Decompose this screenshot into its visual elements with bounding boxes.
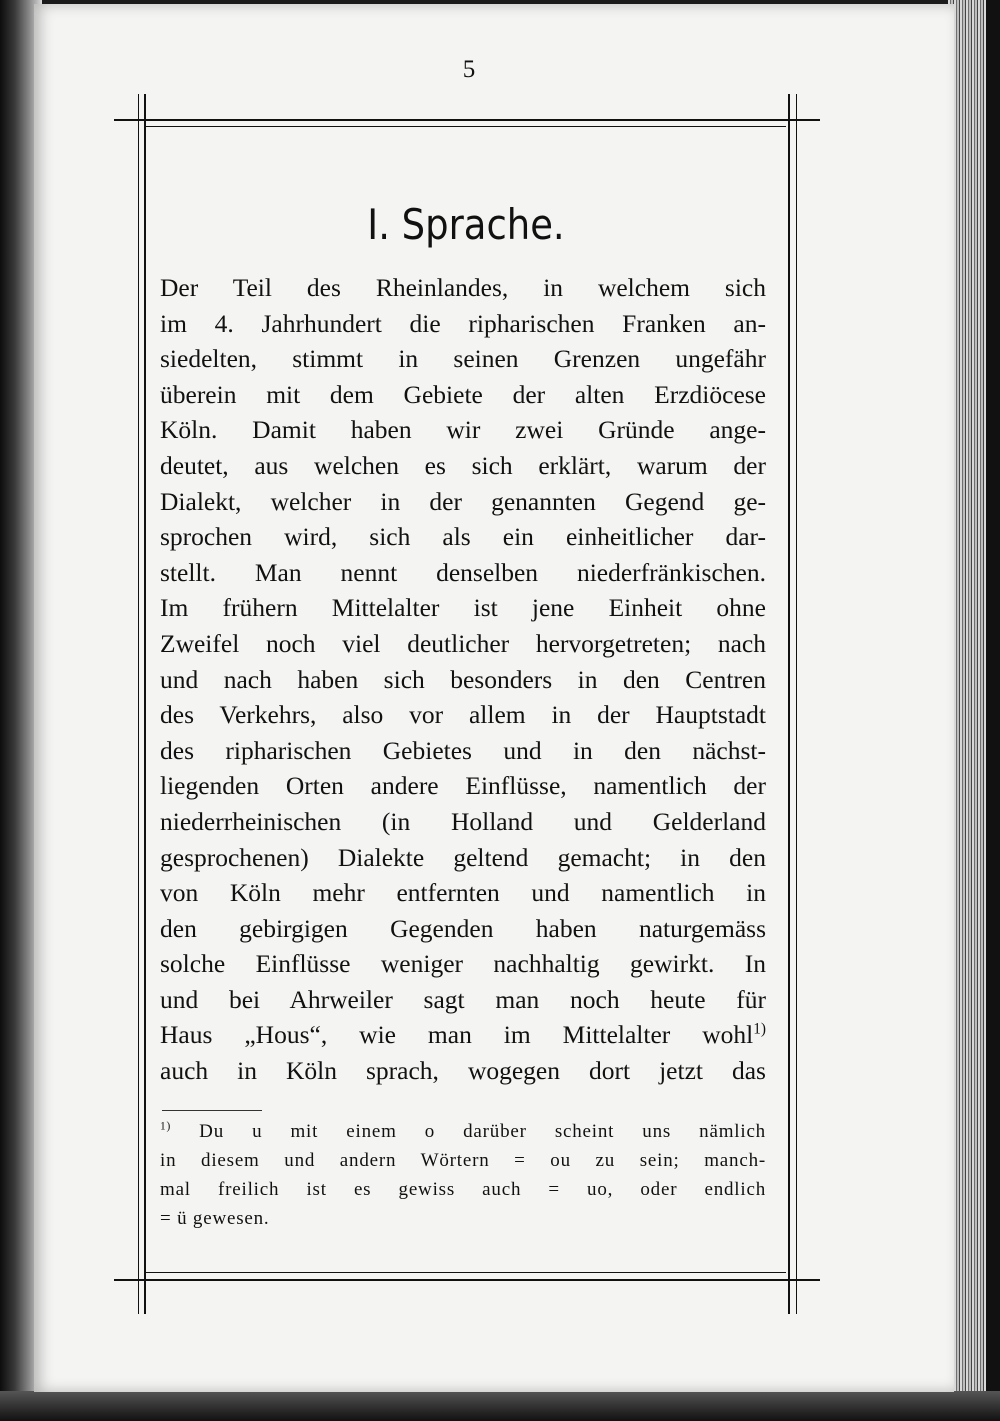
text-line: gesprochenen) Dialekte geltend gemacht; in den [160,842,766,872]
text-line: Zweifel noch viel deutlicher hervorgetreten; nach [160,628,766,658]
text-line: im 4. Jahrhundert die ripharischen Franken an- [160,308,766,338]
book-edge-bottom [0,1391,1000,1421]
frame-line-right-outer [796,94,797,1314]
footnote-line: mal freilich ist es gewiss auch = uo, oder endlich [160,1179,766,1200]
footnote-line [160,1117,766,1146]
text-line: Im frühern Mittelalter ist jene Einheit ohne [160,593,766,623]
frame-line-top [114,119,820,121]
text-line: und nach haben sich besonders in den Centren [160,664,766,694]
frame-line-left-inner [138,94,139,1314]
text-line: niederrheinischen (in Holland und Gelderland [160,806,766,836]
text-line: überein mit dem Gebiete der alten Erzdiöcese [160,379,766,409]
frame-line-bottom [114,1279,820,1281]
text-line: und bei Ahrweiler sagt man noch heute für [160,984,766,1014]
text-line: Der Teil des Rheinlandes, in welchem sich [160,273,766,302]
footnote [160,1117,766,1233]
frame-line-bottom-inner [146,1272,786,1273]
text-line: des ripharischen Gebietes und in den nächst- [160,735,766,765]
frame-line-left [144,94,146,1314]
frame-line-top-inner [146,126,786,127]
page-number: 5 [462,56,476,83]
text-line: den gebirgigen Gegenden haben naturgemäss [160,913,766,943]
text-line: von Köln mehr entfernten und namentlich in [160,878,766,908]
text-line-content: Haus „Hous“, wie man im Mittelalter wohl [160,1020,754,1050]
book-page [34,4,954,1392]
footnote-rule [162,1110,262,1111]
footnote-line: = ü gewesen. [160,1208,270,1229]
text-line: auch in Köln sprach, wogegen dort jetzt das [160,1056,766,1086]
text-line: deutet, aus welchen es sich erklärt, warum der [160,450,766,480]
footnote-line-content: Du u mit einem o darüber scheint uns nämlich [199,1121,766,1142]
footnote-reference: 1) [753,1020,766,1038]
text-line: solche Einflüsse weniger nachhaltig gewirkt. In [160,949,766,979]
text-line: siedelten, stimmt in seinen Grenzen ungefähr [160,344,766,374]
frame-line-right [788,94,790,1314]
body-text [160,270,766,1089]
text-line: Dialekt, welcher in der genannten Gegend ge- [160,486,766,516]
text-line: sprochen wird, sich als ein einheitlicher dar- [160,522,766,552]
text-line: Köln. Damit haben wir zwei Gründe ange- [160,415,766,445]
text-line: stellt. Man nennt denselben niederfränkischen. [160,557,766,587]
chapter-heading: I. Sprache. [367,200,565,249]
text-line: liegenden Orten andere Einflüsse, namentlich der [160,771,766,801]
text-line: des Verkehrs, also vor allem in der Hauptstadt [160,700,766,730]
page-stack-right [948,0,1000,1421]
text-line-with-footnote-ref [160,1017,766,1053]
footnote-line: in diesem und andern Wörtern = ou zu sein; manch- [160,1150,766,1171]
footnote-marker: 1) [160,1120,172,1133]
